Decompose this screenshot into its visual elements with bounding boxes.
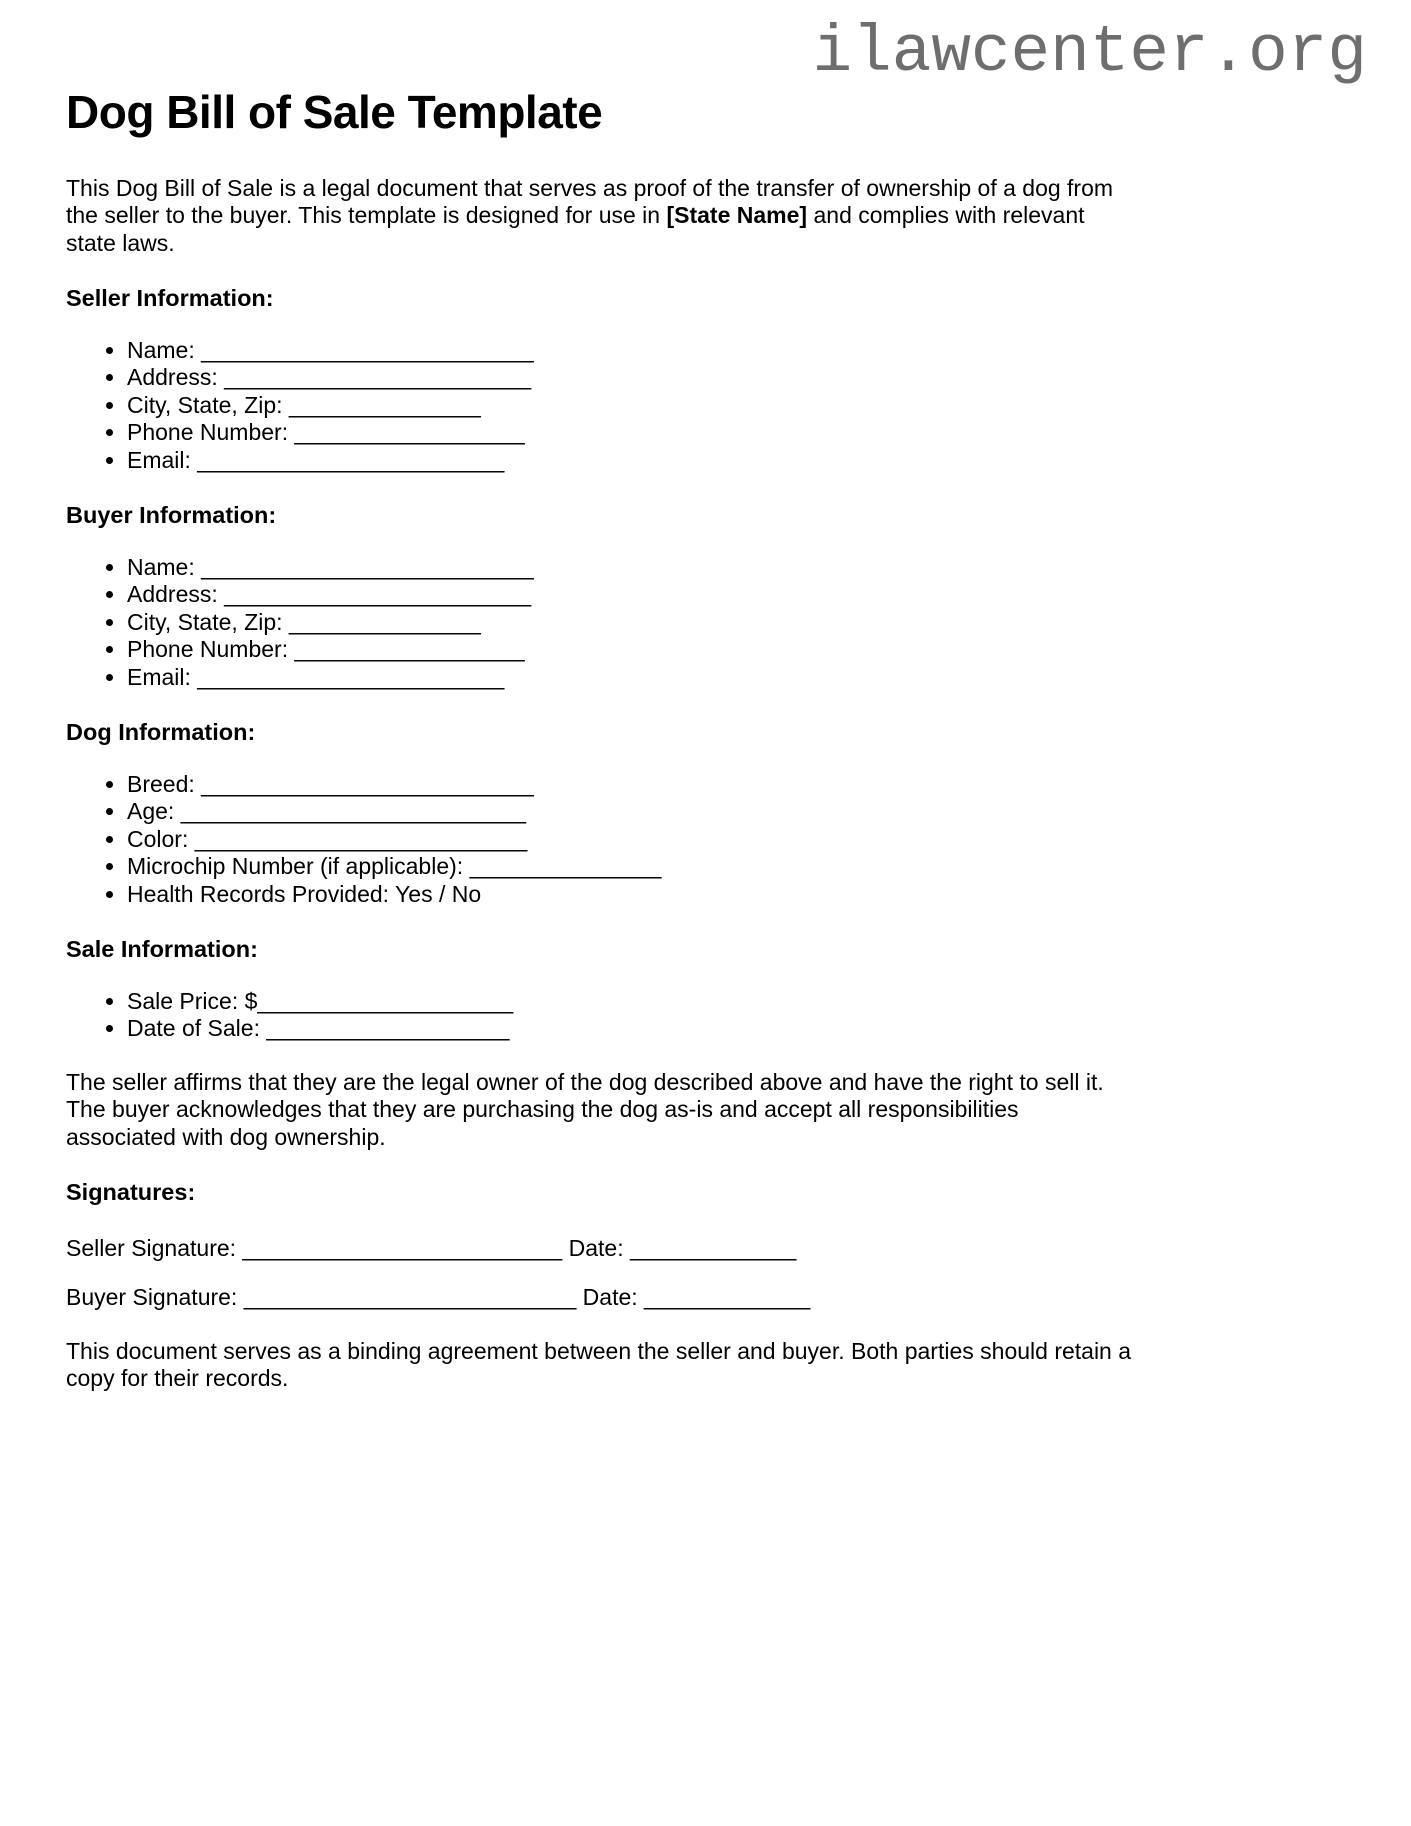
affirmation-paragraph: The seller affirms that they are the legal owner of the dog described above and have the right to sell it. The buyer acknowledges that they are purchasing the dog as-is and accept all responsibilities associated with dog ownership. [66,1068,1104,1150]
dog-age-field: • Age: ___________________________ [127,798,1133,826]
page-title: Dog Bill of Sale Template [66,86,603,138]
state-name-placeholder: [State Name] [666,202,808,229]
section-heading-seller-information: Seller Information: [66,284,274,311]
section-heading-signatures: Signatures: [66,1178,196,1205]
seller-city-state-zip-field: • City, State, Zip: _______________ [127,392,1133,420]
intro-text-after: and complies with relevant state laws. [66,202,1085,257]
seller-information-list [66,337,1133,475]
seller-address-field: • Address: ________________________ [127,364,1133,392]
buyer-email-field: • Email: ________________________ [127,664,1133,692]
site-watermark: ilawcenter.org [812,15,1367,90]
section-heading-dog-information: Dog Information: [66,718,256,745]
buyer-signature-row: Buyer Signature: __________________________ Date: _____________ [66,1284,811,1311]
closing-paragraph: This document serves as a binding agreement between the seller and buyer. Both parties should retain a copy for their records. [66,1337,1132,1392]
buyer-phone-field: • Phone Number: __________________ [127,636,1133,664]
section-heading-buyer-information: Buyer Information: [66,501,277,528]
sale-information-list [66,988,1133,1043]
buyer-city-state-zip-field: • City, State, Zip: _______________ [127,609,1133,637]
intro-text-before: This Dog Bill of Sale is a legal document that serves as proof of the transfer of ownership of a dog from the seller to the buyer. This template is designed for use in [66,174,1114,229]
seller-email-field: • Email: ________________________ [127,447,1133,475]
buyer-address-field: • Address: ________________________ [127,581,1133,609]
seller-phone-field: • Phone Number: __________________ [127,419,1133,447]
buyer-name-field: • Name: __________________________ [127,554,1133,582]
sale-price-field: • Sale Price: $____________________ [127,988,1133,1016]
dog-color-field: • Color: __________________________ [127,826,1133,854]
dog-health-records-field: • Health Records Provided: Yes / No [127,881,1133,909]
buyer-information-list [66,554,1133,692]
section-heading-sale-information: Sale Information: [66,935,258,962]
seller-name-field: • Name: __________________________ [127,337,1133,365]
date-of-sale-field: • Date of Sale: ___________________ [127,1015,1133,1043]
dog-microchip-field: • Microchip Number (if applicable): _______________ [127,853,1133,881]
dog-information-list [66,771,1133,909]
seller-signature-row: Seller Signature: _________________________ Date: _____________ [66,1234,797,1261]
intro-paragraph [66,175,1133,258]
dog-breed-field: • Breed: __________________________ [127,771,1133,799]
